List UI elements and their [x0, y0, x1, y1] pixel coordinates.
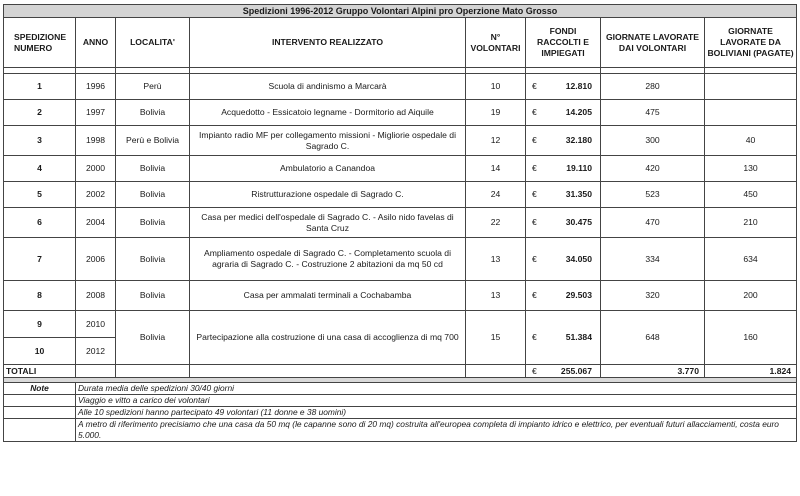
table-row: [4, 208, 797, 238]
row-giornate-boliviani: 450: [705, 182, 797, 208]
row-currency: €: [526, 311, 544, 365]
row-num: 3: [4, 126, 76, 156]
row-giornate-boliviani: [705, 74, 797, 100]
table-row: [4, 238, 797, 281]
row-fondi: 30.475: [544, 208, 601, 238]
row-localita: Bolivia: [116, 182, 190, 208]
col-header-intervento: INTERVENTO REALIZZATO: [190, 18, 466, 68]
row-localita: Bolivia: [116, 281, 190, 311]
header-row: [4, 18, 797, 68]
table-row: [4, 311, 797, 338]
col-header-giornate-boliviani: GIORNATE LAVORATE DA BOLIVIANI (PAGATE): [705, 18, 797, 68]
totals-giornate-volontari: 3.770: [601, 365, 705, 378]
row-fondi: 34.050: [544, 238, 601, 281]
row-localita: Bolivia: [116, 238, 190, 281]
row-giornate-boliviani: 634: [705, 238, 797, 281]
row-fondi: 51.384: [544, 311, 601, 365]
row-localita: Bolivia: [116, 311, 190, 365]
row-anno: 2006: [76, 238, 116, 281]
col-header-giornate-volontari: GIORNATE LAVORATE DAI VOLONTARI: [601, 18, 705, 68]
row-currency: €: [526, 74, 544, 100]
table-row: [4, 100, 797, 126]
row-giornate-boliviani: 40: [705, 126, 797, 156]
row-giornate-volontari: 300: [601, 126, 705, 156]
row-anno: 2008: [76, 281, 116, 311]
row-currency: €: [526, 238, 544, 281]
row-num: 9: [4, 311, 76, 338]
totals-row: [4, 365, 797, 378]
col-header-localita: LOCALITA': [116, 18, 190, 68]
table-row: [4, 281, 797, 311]
row-volontari: 10: [466, 74, 526, 100]
row-intervento: Ristrutturazione ospedale di Sagrado C.: [190, 182, 466, 208]
row-anno: 2012: [76, 338, 116, 365]
row-giornate-volontari: 334: [601, 238, 705, 281]
row-currency: €: [526, 100, 544, 126]
row-giornate-volontari: 523: [601, 182, 705, 208]
row-currency: €: [526, 126, 544, 156]
row-intervento: Ampliamento ospedale di Sagrado C. - Completamento scuola di agraria di Sagrado C. - Costruzione 2 abitazioni da mq 50 cd: [190, 238, 466, 281]
row-volontari: 24: [466, 182, 526, 208]
row-num: 2: [4, 100, 76, 126]
row-localita: Perù e Bolivia: [116, 126, 190, 156]
note-line: Viaggio e vitto a carico dei volontari: [76, 395, 797, 407]
row-giornate-volontari: 470: [601, 208, 705, 238]
row-localita: Bolivia: [116, 208, 190, 238]
row-num: 10: [4, 338, 76, 365]
row-num: 1: [4, 74, 76, 100]
note-line: A metro di riferimento precisiamo che una casa da 50 mq (le capanne sono di 20 mq) costruita all'europea completa di impianto idrico e elettrico, per eventuali futuri allacciamenti, costa euro 5.000.: [76, 419, 797, 442]
row-intervento: Scuola di andinismo a Marcarà: [190, 74, 466, 100]
row-anno: 1996: [76, 74, 116, 100]
row-currency: €: [526, 182, 544, 208]
row-volontari: 14: [466, 156, 526, 182]
col-header-spedizione: SPEDIZIONE NUMERO: [4, 18, 76, 68]
note-line: Alle 10 spedizioni hanno partecipato 49 volontari (11 donne e 38 uomini): [76, 407, 797, 419]
row-fondi: 12.810: [544, 74, 601, 100]
row-giornate-volontari: 648: [601, 311, 705, 365]
row-num: 8: [4, 281, 76, 311]
row-volontari: 13: [466, 238, 526, 281]
row-giornate-boliviani: 200: [705, 281, 797, 311]
row-anno: 1998: [76, 126, 116, 156]
note-row: [4, 419, 797, 442]
row-intervento: Acquedotto - Essicatoio legname - Dormitorio ad Aiquile: [190, 100, 466, 126]
row-currency: €: [526, 208, 544, 238]
table-row: [4, 126, 797, 156]
totals-label: TOTALI: [4, 365, 76, 378]
totals-giornate-boliviani: 1.824: [705, 365, 797, 378]
row-num: 7: [4, 238, 76, 281]
row-fondi: 29.503: [544, 281, 601, 311]
row-currency: €: [526, 156, 544, 182]
row-num: 5: [4, 182, 76, 208]
row-intervento: Casa per ammalati terminali a Cochabamba: [190, 281, 466, 311]
row-volontari: 19: [466, 100, 526, 126]
totals-currency: €: [526, 365, 544, 378]
row-giornate-volontari: 475: [601, 100, 705, 126]
table-row: [4, 182, 797, 208]
row-intervento: Partecipazione alla costruzione di una casa di accoglienza di mq 700: [190, 311, 466, 365]
row-giornate-volontari: 320: [601, 281, 705, 311]
row-currency: €: [526, 281, 544, 311]
row-giornate-volontari: 420: [601, 156, 705, 182]
row-intervento: Ambulatorio a Canandoa: [190, 156, 466, 182]
col-header-volontari: N° VOLONTARI: [466, 18, 526, 68]
table-title: Spedizioni 1996-2012 Gruppo Volontari Alpini pro Operzione Mato Grosso: [4, 5, 797, 18]
row-num: 6: [4, 208, 76, 238]
row-num: 4: [4, 156, 76, 182]
note-line: Durata media delle spedizioni 30/40 giorni: [76, 383, 797, 395]
table-row: [4, 74, 797, 100]
row-giornate-boliviani: 130: [705, 156, 797, 182]
row-volontari: 13: [466, 281, 526, 311]
row-volontari: 22: [466, 208, 526, 238]
note-row: [4, 395, 797, 407]
row-volontari: 12: [466, 126, 526, 156]
row-volontari: 15: [466, 311, 526, 365]
row-intervento: Casa per medici dell'ospedale di Sagrado C. - Asilo nido favelas di Santa Cruz: [190, 208, 466, 238]
row-giornate-boliviani: [705, 100, 797, 126]
spedizioni-table: [3, 4, 797, 442]
row-giornate-boliviani: 160: [705, 311, 797, 365]
row-fondi: 31.350: [544, 182, 601, 208]
row-anno: 2002: [76, 182, 116, 208]
row-giornate-boliviani: 210: [705, 208, 797, 238]
totals-fondi: 255.067: [544, 365, 601, 378]
row-localita: Bolivia: [116, 100, 190, 126]
note-row: [4, 407, 797, 419]
row-anno: 1997: [76, 100, 116, 126]
note-row: [4, 383, 797, 395]
col-header-fondi: FONDI RACCOLTI E IMPIEGATI: [526, 18, 601, 68]
col-header-anno: ANNO: [76, 18, 116, 68]
spedizioni-document: [3, 4, 796, 442]
row-localita: Bolivia: [116, 156, 190, 182]
row-anno: 2004: [76, 208, 116, 238]
row-fondi: 32.180: [544, 126, 601, 156]
notes-label: Note: [4, 383, 76, 395]
row-anno: 2000: [76, 156, 116, 182]
row-intervento: Impianto radio MF per collegamento missioni - Migliorie ospedale di Sagrado C.: [190, 126, 466, 156]
table-row: [4, 156, 797, 182]
row-fondi: 14.205: [544, 100, 601, 126]
row-giornate-volontari: 280: [601, 74, 705, 100]
row-anno: 2010: [76, 311, 116, 338]
row-fondi: 19.110: [544, 156, 601, 182]
row-localita: Perù: [116, 74, 190, 100]
